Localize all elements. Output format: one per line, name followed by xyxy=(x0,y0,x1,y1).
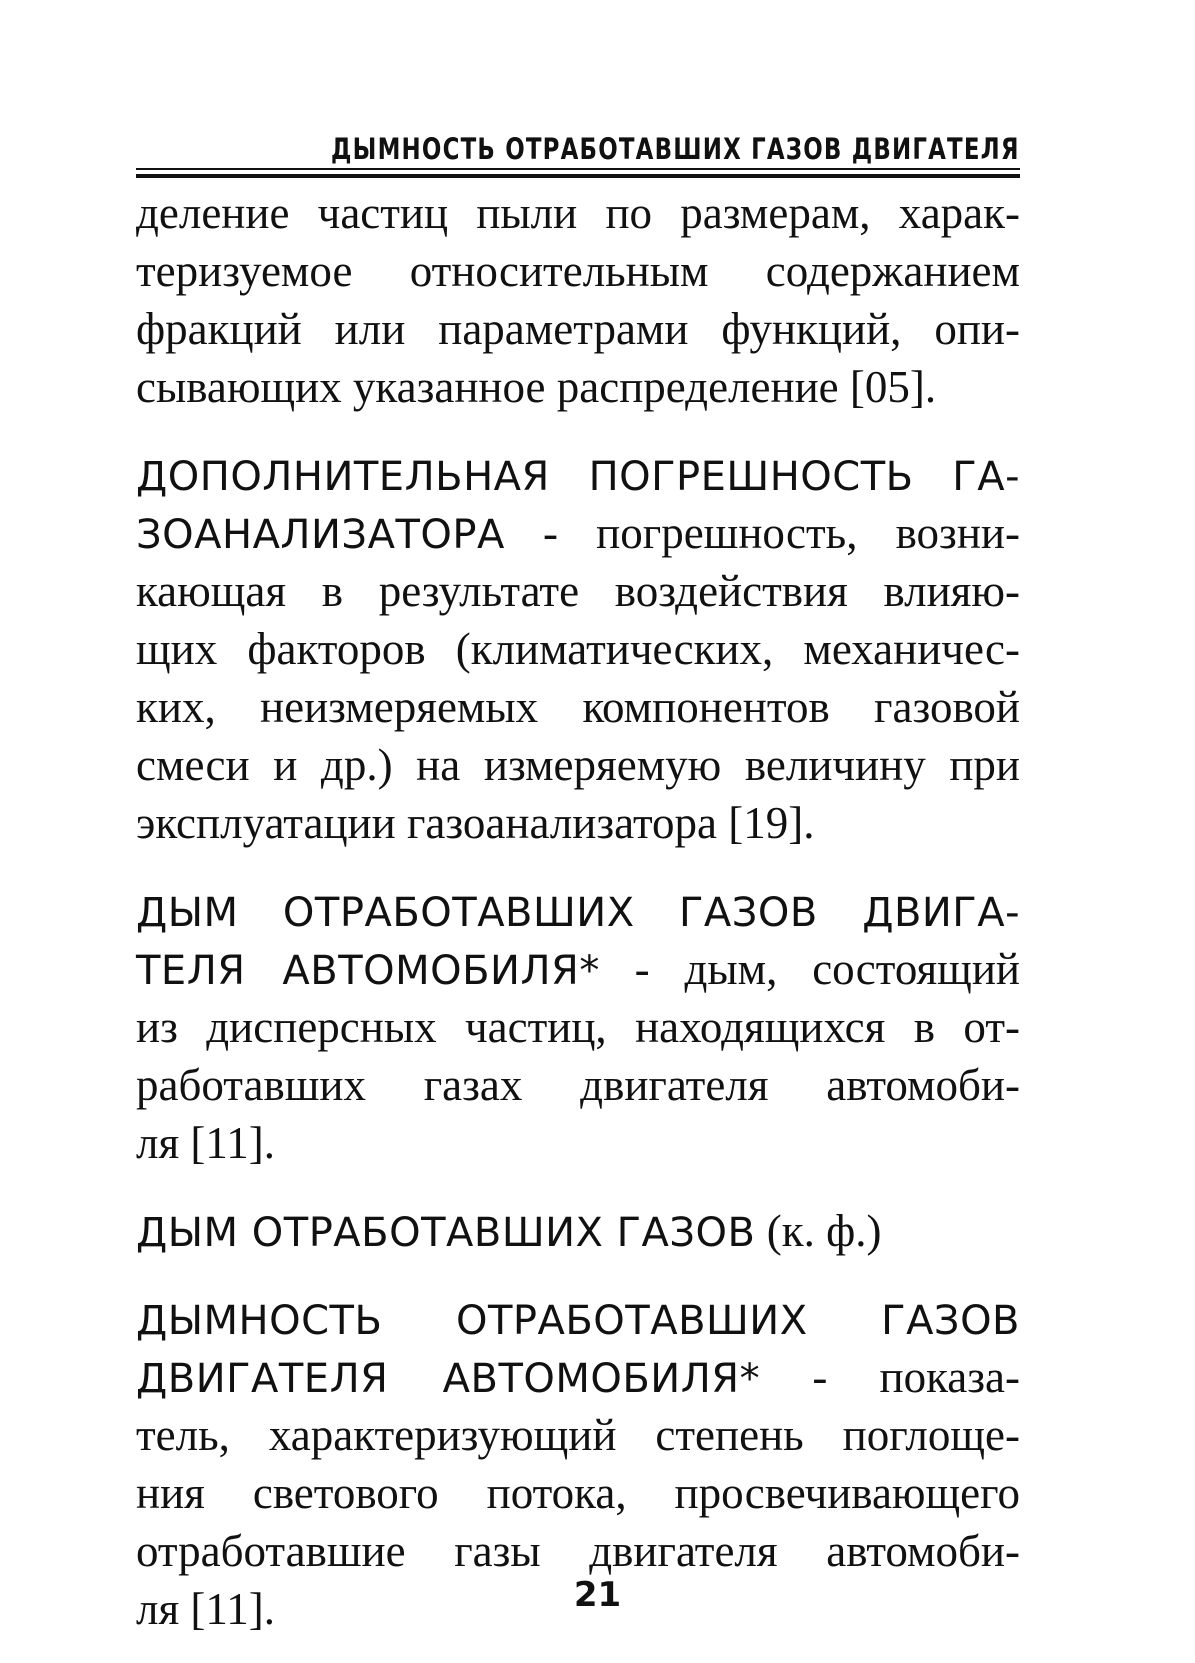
text-line: тель, характеризующий степень поглоще- xyxy=(136,1410,1020,1460)
text-line: теризуемое относительным содержанием xyxy=(136,246,1020,296)
text-line: ля [11]. xyxy=(136,1118,275,1168)
text-line: сывающих указанное распределение [05]. xyxy=(136,362,937,412)
text-line: из дисперсных частиц, находящихся в от- xyxy=(136,1002,1020,1052)
running-title: ДЫМНОСТЬ ОТРАБОТАВШИХ ГАЗОВ ДВИГАТЕЛЯ xyxy=(331,132,1020,166)
term: ДОПОЛНИТЕЛЬНАЯ ПОГРЕШНОСТЬ ГА- xyxy=(136,454,1020,500)
page-number: 21 xyxy=(573,1575,622,1615)
text-line: ких, неизмеряемых компонентов газовой xyxy=(136,682,1020,732)
text-line: ля [11]. xyxy=(136,1584,275,1634)
text-line xyxy=(136,1290,1020,1348)
text-line xyxy=(136,882,1020,940)
text-line: отработавшие газы двигателя автомоби- xyxy=(136,1526,1020,1576)
running-header xyxy=(136,124,1020,180)
page-body xyxy=(136,184,1020,1638)
text-line: ния светового потока, просвечивающего xyxy=(136,1468,1020,1518)
text-line: ТЕЛЯ АВТОМОБИЛЯ* - дым, состоящий xyxy=(136,944,1021,994)
text-line: фракций или параметрами функций, опи- xyxy=(136,304,1020,354)
text-line: смеси и др.) на измеряемую величину при xyxy=(136,740,1020,790)
term: ДЫМНОСТЬ ОТРАБОТАВШИХ ГАЗОВ xyxy=(136,1298,1020,1344)
text-line xyxy=(136,446,1020,504)
term: ДЫМ ОТРАБОТАВШИХ ГАЗОВ xyxy=(136,1210,756,1256)
text-line: кающая в результате воздействия влияю- xyxy=(136,566,1020,616)
term: ЗОАНАЛИЗАТОРА xyxy=(136,512,505,558)
entry-fragment xyxy=(136,184,1020,416)
entry-dym-otrabotavshih-gazov-avtomobilya xyxy=(136,882,1020,1172)
entry-dym-otrabotavshih-gazov-kf xyxy=(136,1202,1020,1260)
header-rule-thin xyxy=(136,168,1020,170)
text-line: щих факторов (климатических, механичес- xyxy=(136,624,1020,674)
text-line: ДЫМ ОТРАБОТАВШИХ ГАЗОВ (к. ф.) xyxy=(136,1206,882,1256)
text-line: деление частиц пыли по размерам, харак- xyxy=(136,188,1020,238)
term: ТЕЛЯ АВТОМОБИЛЯ* xyxy=(136,948,600,994)
header-rule-thick xyxy=(136,174,1020,178)
text-line: работавших газах двигателя автомоби- xyxy=(136,1060,1020,1110)
text-line: эксплуатации газоанализатора [19]. xyxy=(136,798,815,848)
text-line: ЗОАНАЛИЗАТОРА - погрешность, возни- xyxy=(136,508,1020,558)
term: ДЫМ ОТРАБОТАВШИХ ГАЗОВ ДВИГА- xyxy=(136,890,1020,936)
text-line: ДВИГАТЕЛЯ АВТОМОБИЛЯ* - показа- xyxy=(136,1352,1020,1402)
entry-dopolnitelnaya-pogreshnost xyxy=(136,446,1020,852)
term: ДВИГАТЕЛЯ АВТОМОБИЛЯ* xyxy=(136,1356,761,1402)
